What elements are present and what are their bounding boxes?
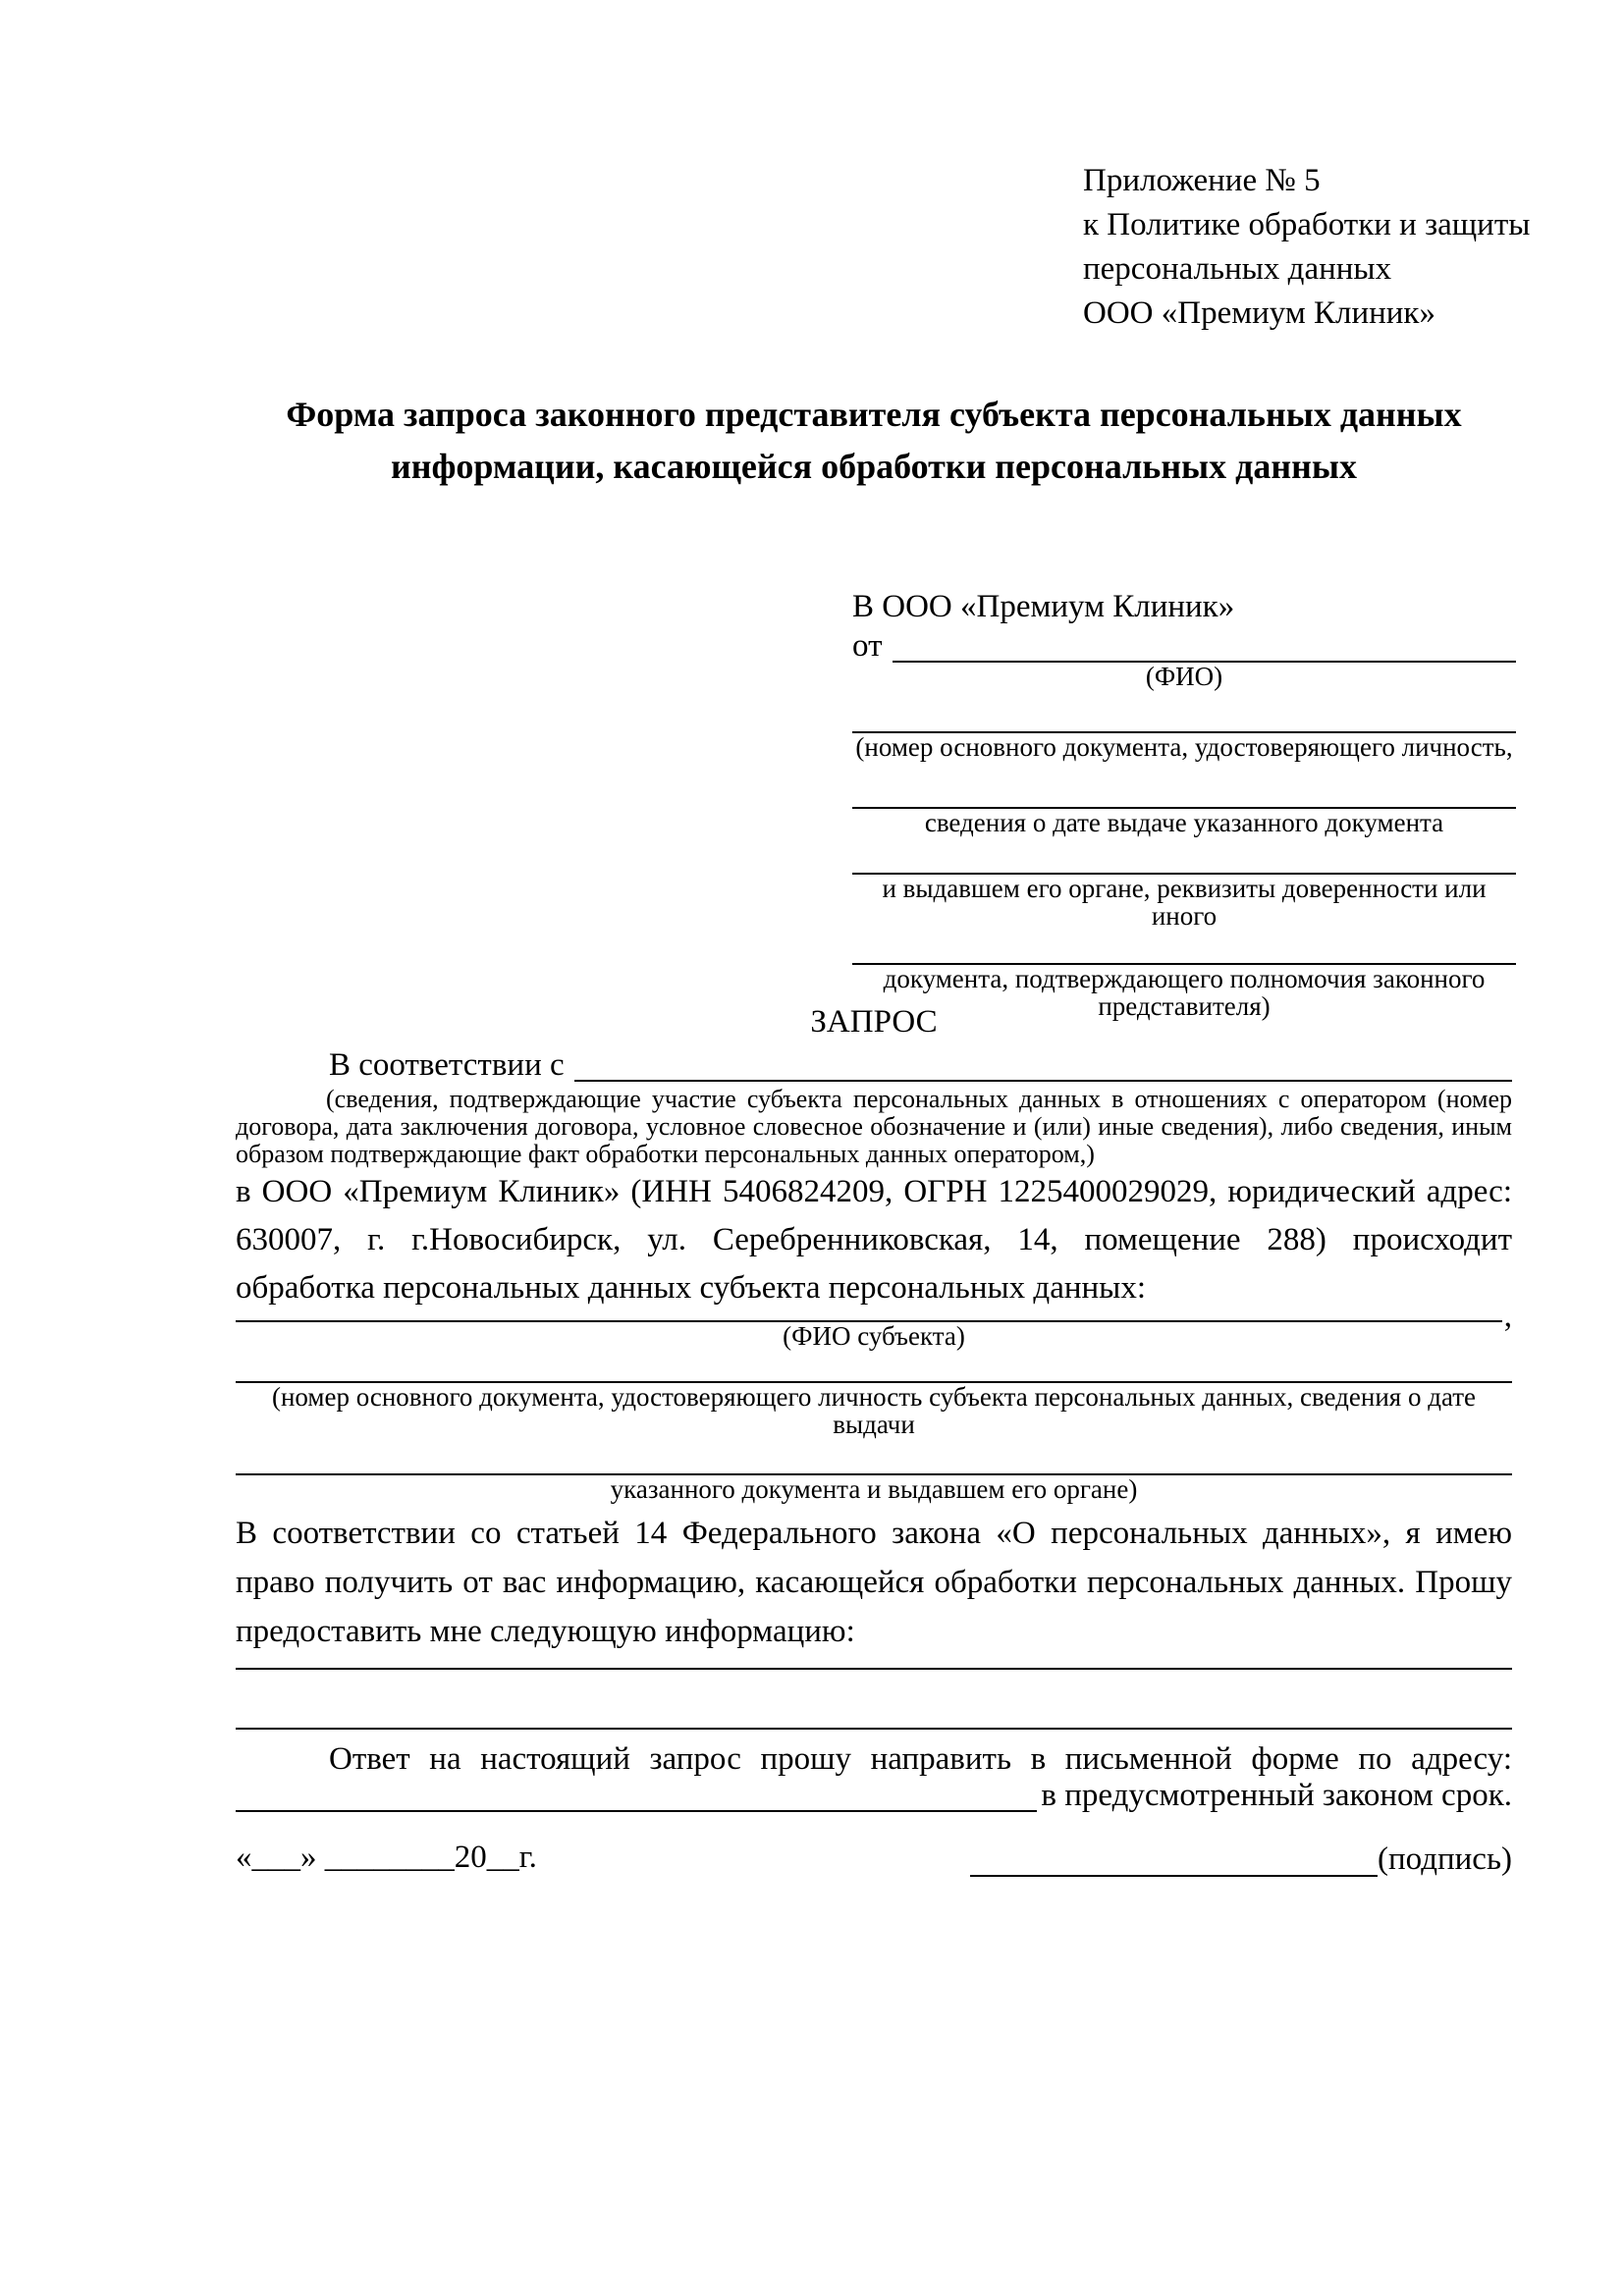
basis-row <box>236 1044 1512 1082</box>
requested-info-blank-field-1 <box>236 1658 1512 1670</box>
date-line: «___» ________20__г. <box>236 1840 537 1875</box>
request-section <box>236 1001 1512 1812</box>
representative-doc-caption: (номер основного документа, удостоверяющего личность, <box>855 732 1513 762</box>
signature-group <box>970 1842 1512 1877</box>
representative-doc-issuer-caption: и выдавшем его органе, реквизиты доверенности или иного <box>882 874 1487 931</box>
representative-doc-date-blank-field <box>852 779 1516 809</box>
representative-doc-blank-field <box>852 704 1516 733</box>
appendix-note <box>1083 159 1530 336</box>
requested-info-blank-field-2 <box>236 1670 1512 1730</box>
basis-caption: (сведения, подтверждающие участие субъекта персональных данных в отношениях с оператором (номер договора, дата заключения договора, условное словесное обозначение и (или) иные сведения), либо сведения, иным образом подтверждающие факт обработки персональных данных оператором,) <box>236 1085 1512 1168</box>
appendix-note-line: ООО «Премиум Клиник» <box>1083 295 1435 331</box>
addressee-block <box>852 582 1516 1020</box>
appendix-note-line: к Политике обработки и защиты <box>1083 207 1531 242</box>
representative-doc-issuer-blank-field <box>852 845 1516 875</box>
signature-caption: (подпись) <box>1378 1842 1512 1877</box>
subject-doc-blank-field <box>236 1360 1512 1383</box>
subject-doc-issuer-blank-field <box>236 1452 1512 1475</box>
form-title: Форма запроса законного представителя субъекта персональных данных информации, касающейся обработки персональных данных <box>286 395 1462 486</box>
appendix-note-line: Приложение № 5 <box>1083 163 1321 198</box>
fio-caption: (ФИО) <box>1145 662 1223 691</box>
subject-doc-caption-line2: указанного документа и выдавшем его органе) <box>610 1474 1138 1504</box>
subject-doc-caption-line1: (номер основного документа, удостоверяющего личность субъекта персональных данных, сведения о дате выдачи <box>271 1382 1477 1439</box>
reply-address-blank-field <box>236 1810 1037 1812</box>
representative-authority-doc-caption: документа, подтверждающего полномочия законного представителя) <box>883 964 1486 1021</box>
reply-paragraph: Ответ на настоящий запрос прошу направить в письменной форме по адресу: <box>329 1741 1512 1777</box>
subject-fio-caption: (ФИО субъекта) <box>783 1321 965 1351</box>
signature-blank-field <box>970 1845 1378 1877</box>
reply-tail-text: в предусмотренный законом срок. <box>1041 1778 1512 1813</box>
representative-doc-date-caption: сведения о дате выдаче указанного документа <box>924 808 1444 837</box>
representative-authority-doc-blank-field <box>852 935 1516 965</box>
basis-label: В соответствии с <box>329 1047 565 1083</box>
request-heading: ЗАПРОС <box>810 1004 938 1040</box>
trailing-comma: , <box>1503 1299 1512 1334</box>
basis-blank-field <box>574 1080 1512 1082</box>
addressee-to: В ООО «Премиум Клиник» <box>852 589 1235 624</box>
operator-paragraph: в ООО «Премиум Клиник» (ИНН 5406824209, ОГРН 1225400029029, юридический адрес: 630007, г. г.Новосибирск, ул. Серебренниковская, 14, помещение 288) происходит обработка персональных данных субъекта персональных данных: <box>236 1174 1512 1306</box>
reply-address-row <box>236 1778 1512 1813</box>
from-label: от <box>852 628 883 664</box>
appendix-note-line: персональных данных <box>1083 251 1392 287</box>
signature-row <box>236 1838 1512 1877</box>
addressee-from-row <box>852 628 1516 664</box>
law-paragraph: В соответствии со статьей 14 Федерального закона «О персональных данных», я имею право получить от вас информацию, касающейся обработки персональных данных. Прошу предоставить мне следующую информацию: <box>236 1516 1512 1649</box>
